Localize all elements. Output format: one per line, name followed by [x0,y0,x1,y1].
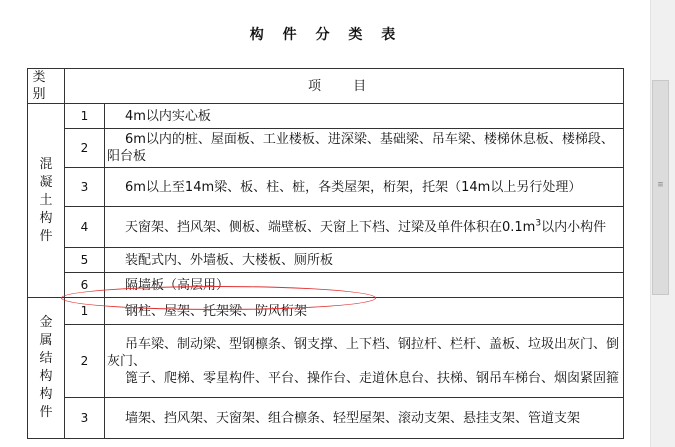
row-item: 4m以内实心板 [105,104,624,129]
row-number: 1 [65,104,105,129]
row-number: 4 [65,207,105,248]
classification-table [27,68,624,439]
row-item: 钢柱、屋架、托架梁、防风桁架 [105,298,624,325]
table-row [28,298,624,325]
table-row [28,248,624,273]
row-item: 6m以上至14m梁、板、柱、桩，各类屋架，桁架，托架（14m以上另行处理） [105,168,624,207]
row-number: 5 [65,248,105,273]
row-number: 2 [65,325,105,398]
scrollbar-thumb[interactable] [652,80,669,295]
grip-icon: ≡ [657,180,664,190]
row-number: 6 [65,273,105,298]
table-row [28,273,624,298]
row-item: 6m以内的桩、屋面板、工业楼板、进深梁、基础梁、吊车梁、楼梯休息板、楼梯段、阳台板 [105,129,624,168]
row-number: 3 [65,398,105,439]
row-item: 天窗架、挡风架、侧板、端壁板、天窗上下档、过梁及单件体积在$0.1m^3$以内小构件 [105,207,624,248]
table-row [28,207,624,248]
page-title: 构 件 分 类 表 [249,27,403,43]
row-item: 墙架、挡风架、天窗架、组合檩条、轻型屋架、滚动支架、悬挂支架、管道支架 [105,398,624,439]
table-header-row [28,69,624,104]
row-number: 1 [65,298,105,325]
category-concrete: 混 凝 土 构 件 [28,104,65,298]
table-row [28,168,624,207]
table-row [28,104,624,129]
row-number: 2 [65,129,105,168]
row-item: 装配式内、外墙板、大楼板、厕所板 [105,248,624,273]
table-row [28,398,624,439]
header-category: 类 别 [28,69,65,104]
vertical-scrollbar[interactable] [650,0,675,447]
header-items: 项 目 [65,69,624,104]
row-number: 3 [65,168,105,207]
table-row [28,325,624,398]
row-item: 隔墙板（高层用） [105,273,624,298]
category-metal: 金 属 结 构 构 件 [28,298,65,439]
table-row [28,129,624,168]
row-item: 吊车梁、制动梁、型钢檩条、钢支撑、上下档、钢拉杆、栏杆、盖板、垃圾出灰门、倒灰门、 篦子、爬梯、零星构件、平台、操作台、走道休息台、扶梯、钢吊车梯台、烟囱紧固箍 [105,325,624,398]
